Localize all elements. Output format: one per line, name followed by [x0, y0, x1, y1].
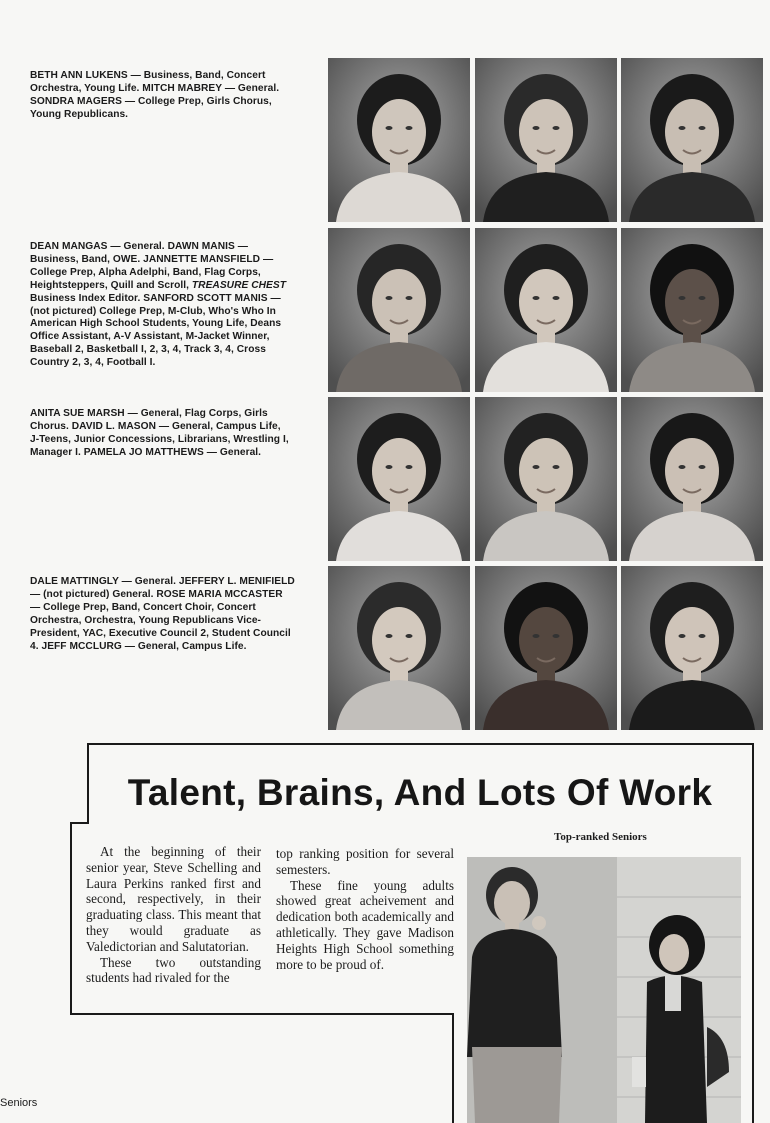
photo-caption: Top-ranked Seniors	[554, 831, 647, 843]
feature-column-2	[276, 846, 454, 972]
caption-line: DEAN MANGAS — General. DAWN MANIS —	[30, 241, 248, 252]
caption-line: 4. JEFF MCCLURG — General, Campus Life.	[30, 640, 247, 652]
feature-paragraph: These fine young adults showed great acheivement and dedication both academically and athletically. They gave Madison Heights High School something more to be proud of.	[276, 877, 454, 972]
caption-line: Business, Band, OWE. JANNETTE MANSFIELD —	[30, 253, 274, 265]
senior-portrait	[328, 58, 470, 222]
caption-line: Chorus. DAVID L. MASON — General, Campus Life,	[30, 420, 281, 432]
caption-group-4	[30, 576, 315, 653]
caption-group-2	[30, 241, 315, 370]
senior-portrait	[475, 228, 617, 392]
frame-border	[752, 743, 754, 1123]
portrait-art	[621, 566, 763, 730]
frame-border	[70, 822, 72, 1014]
senior-portrait	[621, 397, 763, 561]
caption-group-1	[30, 70, 315, 122]
portrait-art	[328, 228, 470, 392]
frame-border	[87, 743, 89, 823]
senior-portrait	[621, 58, 763, 222]
feature-paragraph: At the beginning of their senior year, Steve Schelling and Laura Perkins ranked first and second, respectively, in their graduating class. This meant that they would graduate as Valedictorian and Salutatorian.	[86, 844, 261, 954]
caption-group-3	[30, 408, 315, 460]
frame-border	[87, 743, 754, 745]
portrait-art	[621, 228, 763, 392]
caption-line: President, YAC, Executive Council 2, Student Council	[30, 627, 291, 639]
feature-paragraph: top ranking position for several semesters.	[276, 846, 454, 877]
caption-line: American High School Students, Young Life, Deans	[30, 318, 282, 330]
senior-portrait	[621, 566, 763, 730]
senior-portrait	[328, 397, 470, 561]
portrait-art	[328, 397, 470, 561]
senior-portrait	[475, 58, 617, 222]
caption-line: Orchestra, Young Life. MITCH MABREY — General.	[30, 82, 280, 94]
caption-line: — College Prep, Band, Concert Choir, Concert	[30, 601, 256, 613]
portrait-art	[475, 566, 617, 730]
portrait-art	[328, 566, 470, 730]
caption-line: (not pictured) College Prep, M-Club, Who's Who In	[30, 305, 276, 317]
frame-border	[70, 822, 89, 824]
seniors-photo-art	[467, 857, 741, 1123]
caption-line: ANITA SUE MARSH — General, Flag Corps, Girls	[30, 408, 268, 419]
senior-portrait	[475, 566, 617, 730]
caption-line: Orchestra, Orchestra, Young Republicans Vice-	[30, 614, 261, 626]
caption-line: SONDRA MAGERS — College Prep, Girls Chorus,	[30, 95, 272, 107]
caption-line: Office Assistant, A-V Assistant, M-Jacket Winner,	[30, 331, 270, 343]
portrait-art	[621, 397, 763, 561]
frame-border	[70, 1013, 454, 1015]
portrait-art	[328, 58, 470, 222]
top-ranked-seniors-photo	[467, 857, 741, 1123]
senior-portrait	[621, 228, 763, 392]
feature-headline: Talent, Brains, And Lots Of Work	[127, 772, 713, 813]
caption-line: Baseball 2, Basketball I, 2, 3, 4, Track 3, 4, Cross	[30, 344, 266, 356]
caption-line: Heightsteppers, Quill and Scroll, TREASURE CHEST	[30, 279, 286, 291]
senior-portrait	[328, 566, 470, 730]
caption-line: Young Republicans.	[30, 108, 129, 120]
caption-line: College Prep, Alpha Adelphi, Band, Flag Corps,	[30, 266, 261, 278]
caption-line: DALE MATTINGLY — General. JEFFERY L. MENIFIELD	[30, 576, 295, 587]
portrait-art	[475, 397, 617, 561]
caption-line: BETH ANN LUKENS — Business, Band, Concert	[30, 70, 266, 81]
portrait-art	[621, 58, 763, 222]
caption-line: J-Teens, Junior Concessions, Librarians, Wrestling I,	[30, 433, 289, 445]
caption-line: Manager I. PAMELA JO MATTHEWS — General.	[30, 446, 262, 458]
feature-paragraph: These two outstanding students had rivaled for the	[86, 954, 261, 986]
caption-line: — (not pictured) General. ROSE MARIA MCCASTER	[30, 588, 283, 600]
senior-portrait	[328, 228, 470, 392]
portrait-art	[475, 228, 617, 392]
caption-line: Country 2, 3, 4, Football I.	[30, 357, 156, 369]
section-footer: Seniors	[0, 1097, 38, 1109]
portrait-art	[475, 58, 617, 222]
feature-column-1	[86, 844, 261, 986]
senior-portrait	[475, 397, 617, 561]
caption-line: Business Index Editor. SANFORD SCOTT MANIS —	[30, 292, 281, 304]
frame-border	[452, 1013, 454, 1123]
